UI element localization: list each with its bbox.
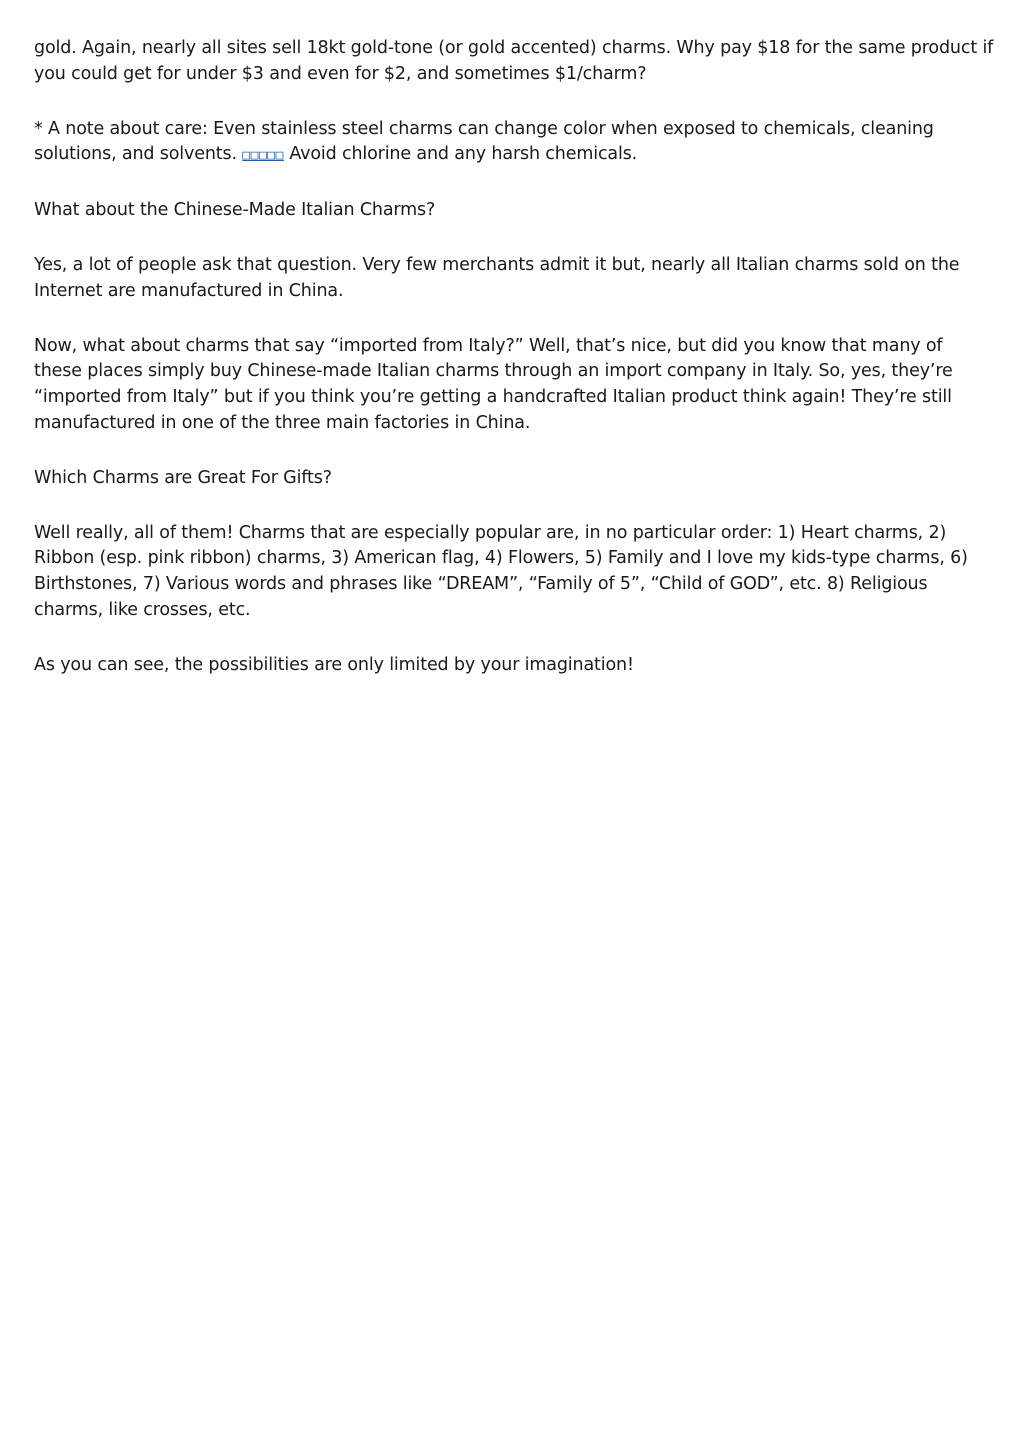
document-body bbox=[34, 36, 994, 708]
paragraph-imported-from-italy: Now, what about charms that say “imported from Italy?” Well, that’s nice, but did you know that many of these places simply buy Chinese-made Italian charms through an import company in Italy. So, yes, they’re “imported from Italy” but if you think you’re getting a handcrafted Italian product think again! They’re still manufactured in one of the three main factories in China. bbox=[34, 335, 953, 433]
care-note-text-end: Avoid chlorine and any harsh chemicals. bbox=[283, 144, 638, 165]
care-note-link[interactable]: □□□□□ bbox=[242, 148, 284, 164]
heading-gift-charms: Which Charms are Great For Gifts? bbox=[34, 467, 332, 488]
paragraph-care-note bbox=[34, 117, 994, 170]
paragraph-popular-charms: Well really, all of them! Charms that are especially popular are, in no particular order: 1) Heart charms, 2) Ribbon (esp. pink ribbon) charms, 3) American flag, 4) Flowers, 5) Family and I love my kids-type charms, 6) Birthstones, 7) Various words and phrases like “DREAM”, “Family of 5”, “Child of GOD”, etc. 8) Religious charms, like crosses, etc. bbox=[34, 522, 968, 620]
care-note-text: * A note about care: Even stainless steel charms can change color when exposed to chemicals, cleaning solutions, and solvents. bbox=[34, 118, 934, 165]
paragraph-closing: As you can see, the possibilities are only limited by your imagination! bbox=[34, 654, 634, 675]
paragraph-manufactured-in-china: Yes, a lot of people ask that question. Very few merchants admit it but, nearly all Italian charms sold on the Internet are manufactured in China. bbox=[34, 254, 960, 301]
heading-chinese-made-charms: What about the Chinese-Made Italian Charms? bbox=[34, 200, 436, 221]
paragraph-gold-pricing: gold. Again, nearly all sites sell 18kt gold-tone (or gold accented) charms. Why pay $18 for the same product if you could get for under $3 and even for $2, and sometimes $1/charm? bbox=[34, 38, 994, 84]
